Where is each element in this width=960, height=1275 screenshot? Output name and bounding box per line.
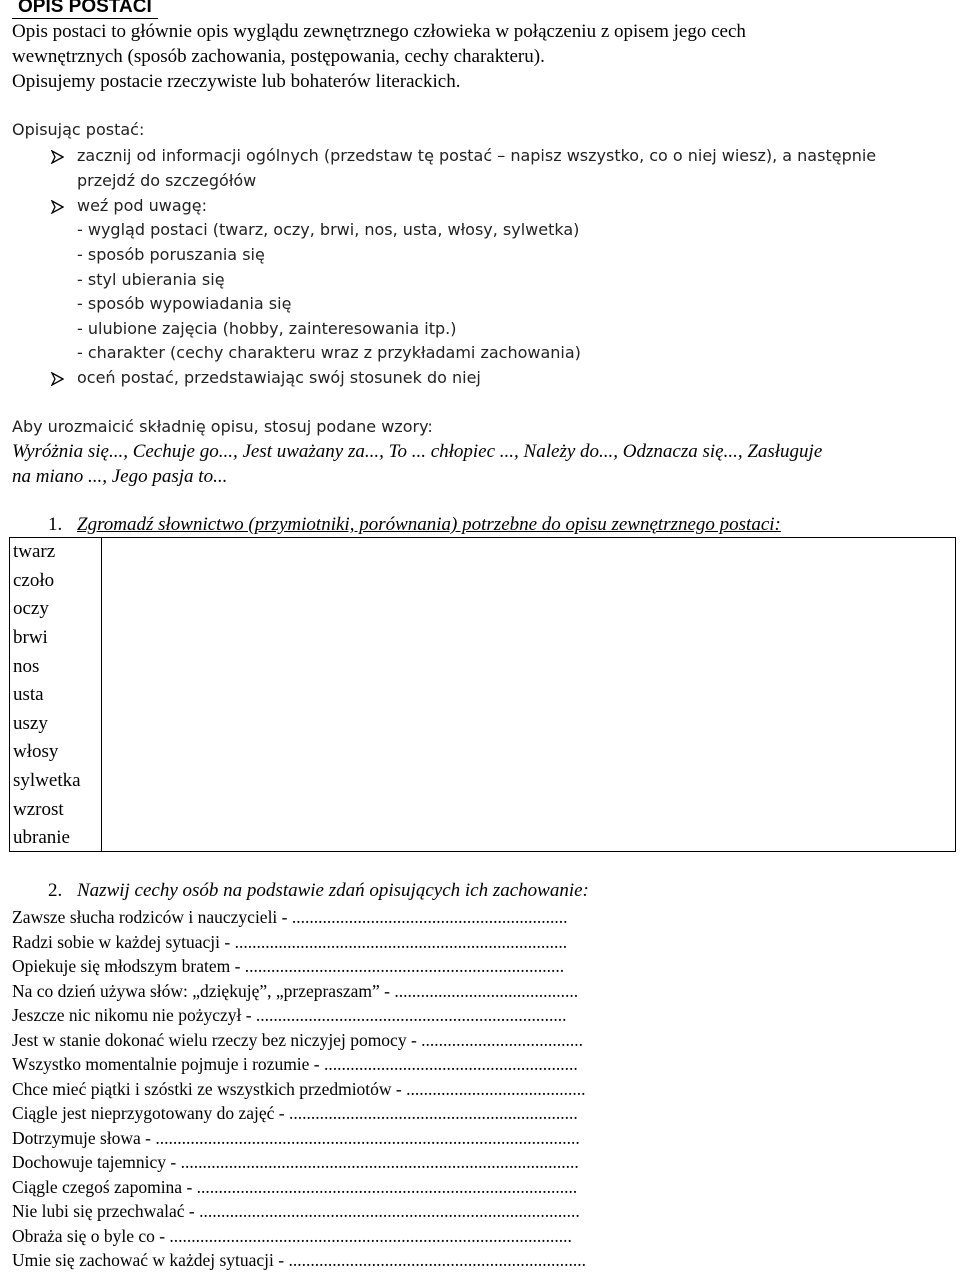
sentence-line: Ciągle jest nieprzygotowany do zajęć - .................................................................. (12, 1103, 578, 1123)
sentence-line: Ciągle czegoś zapomina - ....................................................................................... (12, 1177, 578, 1197)
bullet1-line-1: zacznij od informacji ogólnych (przedstaw tę postać – napisz wszystko, co o niej wiesz), a następnie (77, 146, 877, 165)
sentence-line: Wszystko momentalnie pojmuje i rozumie - .......................................................... (12, 1054, 578, 1074)
sub-item: - sposób poruszania się (77, 245, 265, 264)
describing-heading: Opisując postać: (12, 120, 145, 139)
intro-line-2: wewnętrznych (sposób zachowania, postępowania, cechy charakteru). (12, 46, 545, 67)
task2-number: 2. (48, 880, 63, 901)
arrowhead-bullet-icon (50, 200, 64, 214)
task1-number: 1. (48, 514, 63, 535)
task1-text: Zgromadź słownictwo (przymiotniki, porównania) potrzebne do opisu zewnętrznego postaci: (77, 514, 781, 535)
sub-item: - charakter (cechy charakteru wraz z przykładami zachowania) (77, 343, 581, 362)
table-row-label: czoło (13, 570, 55, 591)
bullet1-line-2: przejdź do szczegółów (77, 171, 257, 190)
arrowhead-bullet-icon (50, 372, 64, 386)
table-row-label: wzrost (13, 799, 64, 820)
sub-item: - ulubione zajęcia (hobby, zainteresowania itp.) (77, 319, 457, 338)
sentence-line: Radzi sobie w każdej sytuacji - ............................................................................ (12, 932, 568, 952)
patterns-line-1: Wyróżnia się..., Cechuje go..., Jest uważany za..., To ... chłopiec ..., Należy do..., Odznacza się..., Zasługuje (12, 441, 823, 462)
table-divider (101, 538, 102, 851)
vocabulary-table (9, 537, 956, 852)
sentence-line: Dochowuje tajemnicy - ........................................................................................... (12, 1152, 579, 1172)
syntax-tip: Aby urozmaicić składnię opisu, stosuj podane wzory: (12, 417, 433, 436)
sub-item: - sposób wypowiadania się (77, 294, 292, 313)
arrowhead-bullet-icon (50, 150, 64, 164)
table-row-label: usta (13, 684, 44, 705)
page-title: OPIS POSTACI (12, 0, 158, 19)
sentence-line: Obraża się o byle co - ............................................................................................ (12, 1226, 572, 1246)
sub-item: - styl ubierania się (77, 270, 225, 289)
table-row-label: brwi (13, 627, 48, 648)
table-row-label: włosy (13, 741, 59, 762)
sentence-line: Umie się zachować w każdej sytuacji - .................................................................... (12, 1250, 586, 1270)
table-row-label: nos (13, 656, 40, 677)
patterns-line-2: na miano ..., Jego pasja to... (12, 466, 228, 487)
table-row-label: sylwetka (13, 770, 81, 791)
sentence-line: Jeszcze nic nikomu nie pożyczył - ....................................................................... (12, 1005, 567, 1025)
intro-line-1: Opis postaci to głównie opis wyglądu zewnętrznego człowieka w połączeniu z opisem jego cech (12, 21, 746, 42)
sentence-line: Dotrzymuje słowa - ................................................................................................. (12, 1128, 580, 1148)
sentence-line: Na co dzień używa słów: „dziękuję”, „przepraszam” - .......................................... (12, 981, 579, 1001)
sub-item: - wygląd postaci (twarz, oczy, brwi, nos, usta, włosy, sylwetka) (77, 220, 580, 239)
bullet3-text: oceń postać, przedstawiając swój stosunek do niej (77, 368, 481, 387)
task2-text: Nazwij cechy osób na podstawie zdań opisujących ich zachowanie: (77, 880, 589, 901)
table-row-label: oczy (13, 598, 49, 619)
sentence-line: Opiekuje się młodszym bratem - ......................................................................... (12, 956, 565, 976)
intro-line-3: Opisujemy postacie rzeczywiste lub bohaterów literackich. (12, 71, 461, 92)
table-row-label: twarz (13, 541, 56, 562)
bullet2-text: weź pod uwagę: (77, 196, 208, 215)
table-row-label: ubranie (13, 827, 70, 848)
sentence-line: Zawsze słucha rodziców i nauczycieli - ............................................................... (12, 907, 568, 927)
table-row-label: uszy (13, 713, 48, 734)
sentence-line: Nie lubi się przechwalać - ....................................................................................... (12, 1201, 580, 1221)
sentence-line: Chce mieć piątki i szóstki ze wszystkich przedmiotów - ......................................... (12, 1079, 586, 1099)
sentence-line: Jest w stanie dokonać wielu rzeczy bez niczyjej pomocy - ..................................... (12, 1030, 584, 1050)
